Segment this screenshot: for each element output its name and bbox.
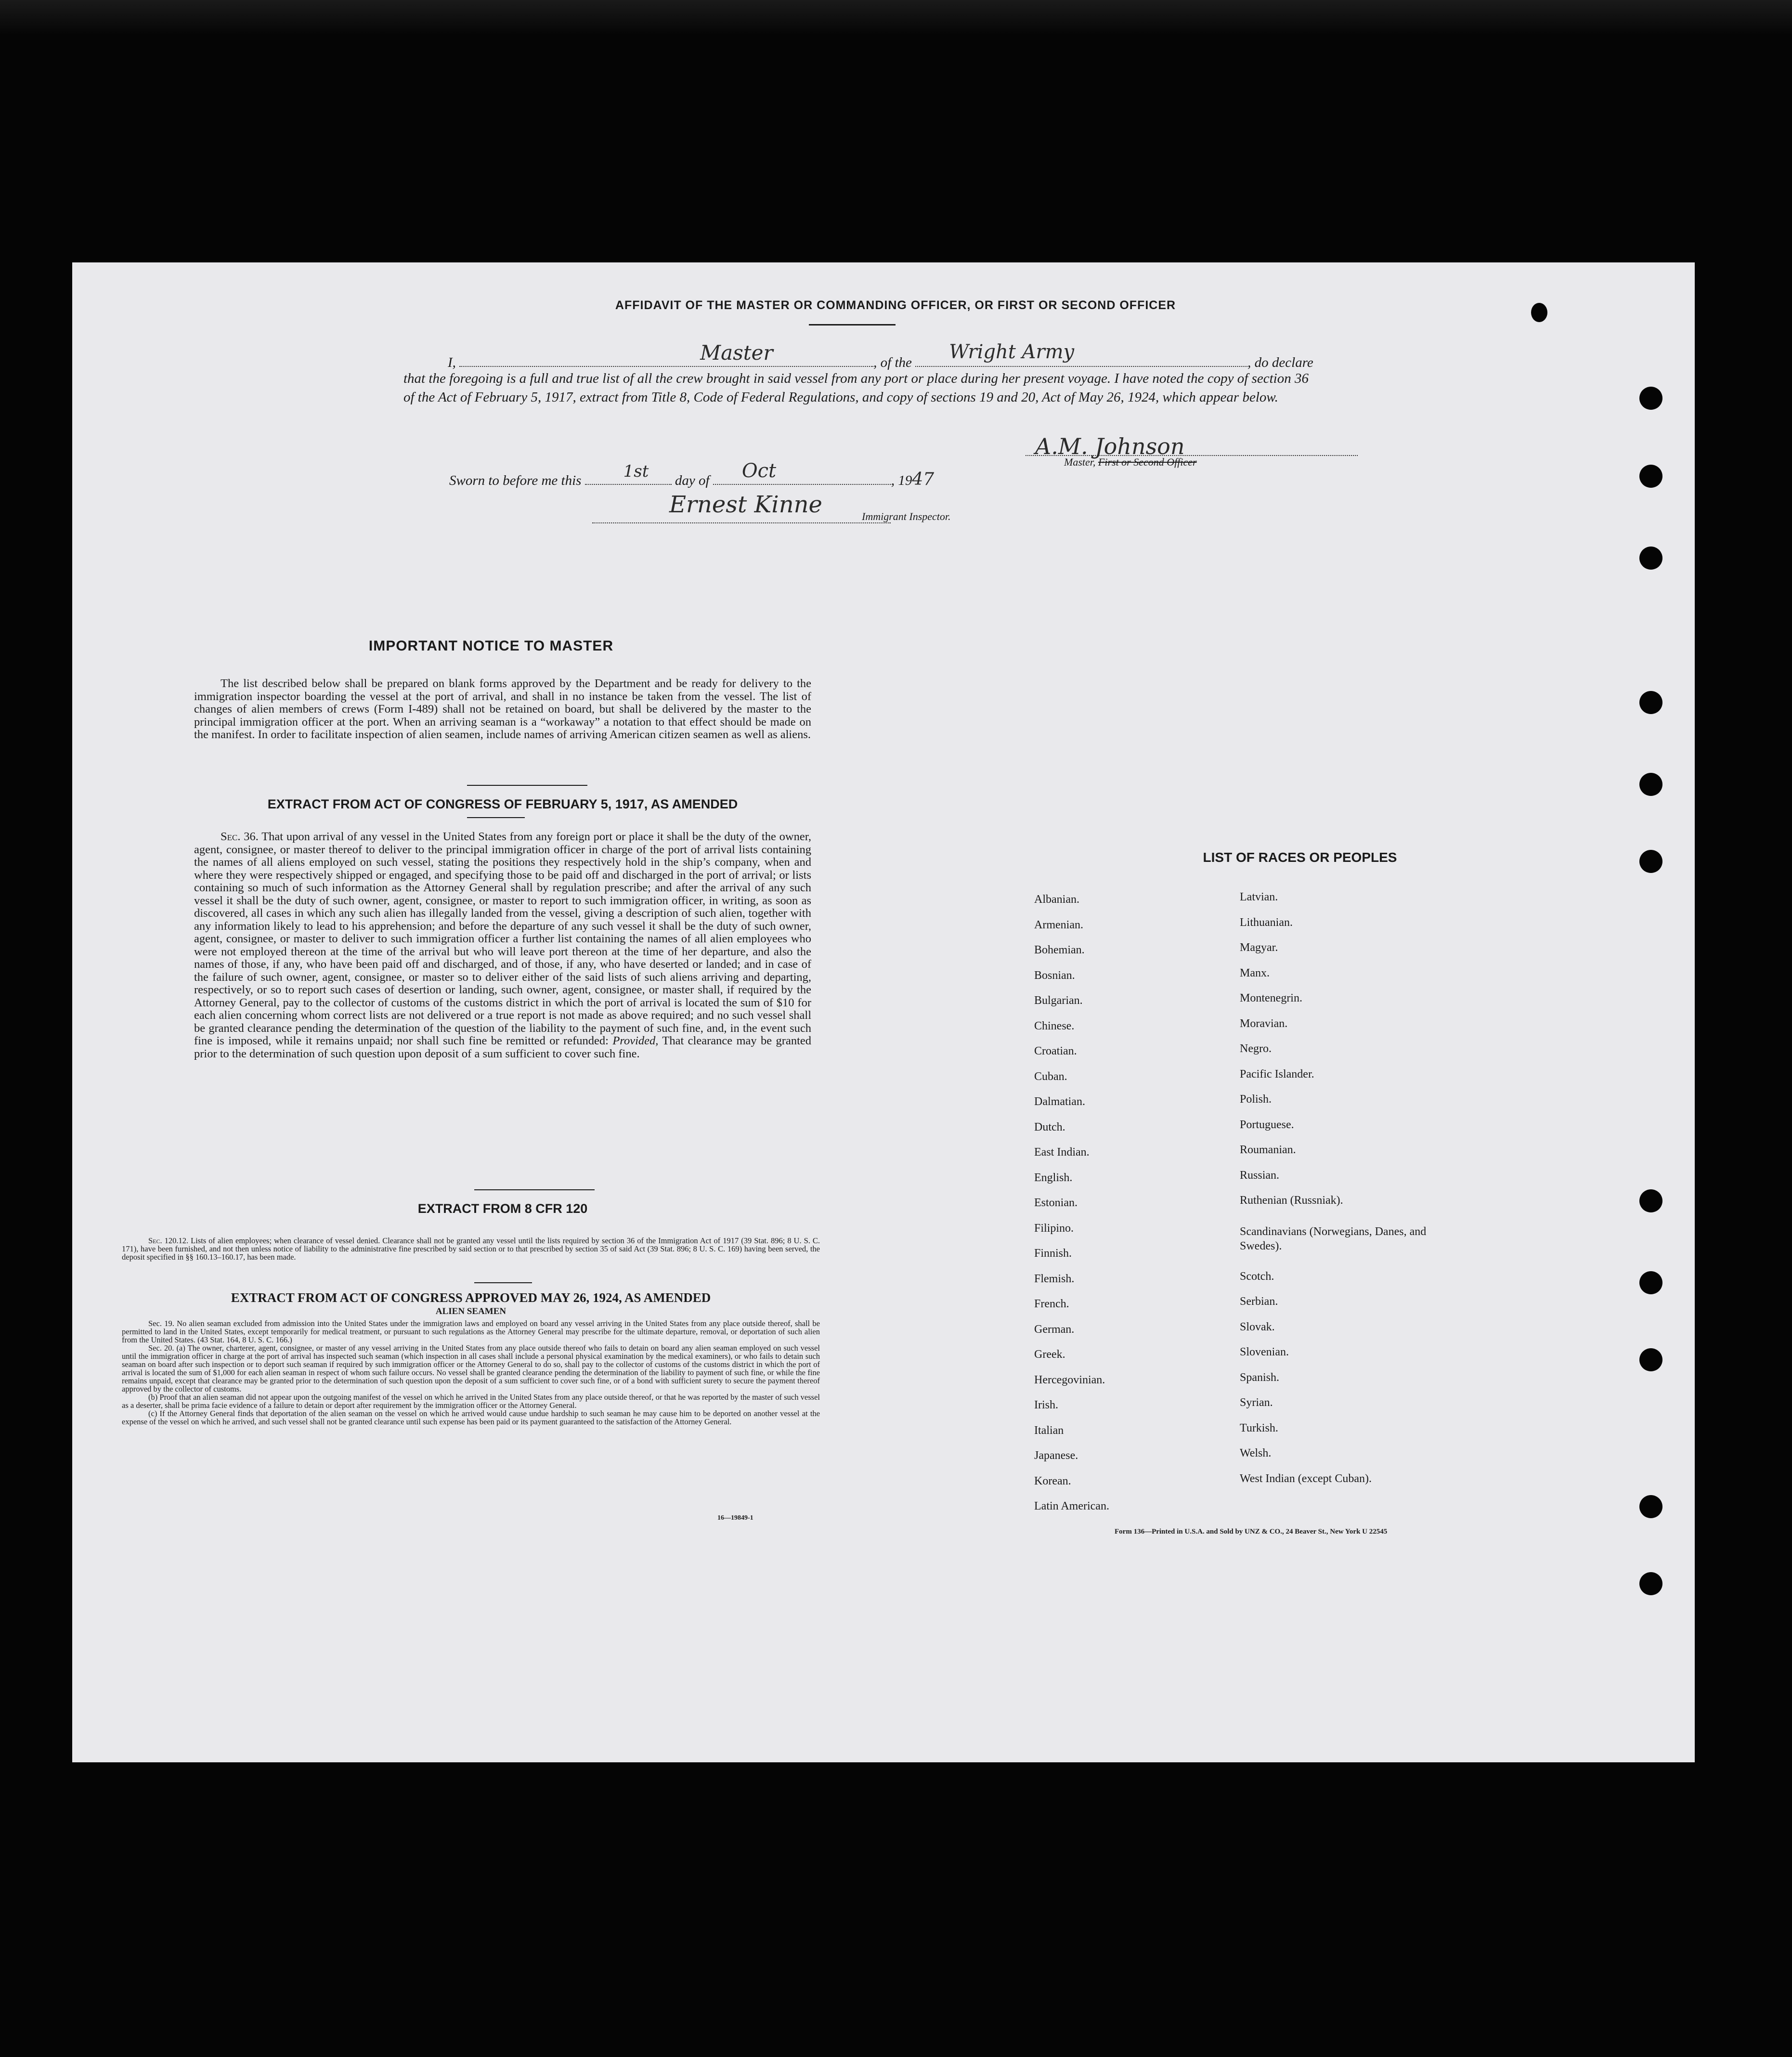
notice-title: IMPORTANT NOTICE TO MASTER: [368, 638, 614, 654]
race-item: Japanese.: [1034, 1449, 1078, 1462]
name-blank: [459, 341, 873, 367]
races-title: LIST OF RACES OR PEOPLES: [1203, 850, 1397, 865]
race-item: Flemish.: [1034, 1272, 1075, 1285]
punch-hole: [1639, 1348, 1662, 1371]
punch-hole: [1639, 465, 1662, 488]
race-item: Bosnian.: [1034, 969, 1075, 982]
sworn-prefix: Sworn to before me this: [449, 473, 582, 488]
declaration-i: I,: [448, 355, 456, 370]
punch-hole: [1639, 773, 1662, 796]
month-blank: [713, 460, 891, 485]
sworn-day-handwritten: 1st: [623, 462, 649, 481]
race-item: Scandinavians (Norwegians, Danes, and Swedes).: [1240, 1225, 1427, 1252]
caption-master: Master,: [1064, 456, 1096, 468]
race-item: Lithuanian.: [1240, 916, 1293, 929]
provided-word: Provided,: [612, 1034, 659, 1047]
race-item: Latin American.: [1034, 1500, 1109, 1512]
declaration-do-declare: , do declare: [1247, 355, 1313, 370]
race-item: French.: [1034, 1298, 1069, 1310]
section-rule: [474, 1189, 595, 1190]
sec-20a-text: Sec. 20. (a) The owner, charterer, agent, consignee, or master of any vessel arriving in the United States from any place outside thereof who fails to detain on board any alien seaman employed on such vessel until the immigration officer in charge at the port of arrival has inspected such seaman (which inspection in all cases shall include a personal physical examination by the medical examiners), or who fails to detain such seaman on board after such inspection or to deport such seaman if required by such immigration officer or the Attorney General to do so, shall pay to the collector of customs of the customs district in which the port of arrival is located the sum of $1,000 for each alien seaman in respect of whom such failure occurs. No vessel shall be granted clearance pending the determination of the liability to payment of such fine, or while the fine remains unpaid, except that clearance may be granted prior to the determination of such question upon the deposit of a sum sufficient to cover such fine, or of a bond with sufficient surety to secure the payment thereof approved by the collector of customs.: [122, 1343, 820, 1393]
form-code: 16—19849-1: [717, 1514, 753, 1522]
notice-text: The list described below shall be prepared on blank forms approved by the Department and be ready for delivery to the immigration inspector boarding the vessel at the port of arrival, and shall in no instance be taken from the vessel. The list of changes of alien members of crews (Form I-489) shall not be retained on board, but shall be delivered by the master to the principal immigration officer at the port. When an arriving seaman is a “workaway” a notation to that effect should be made on the manifest. In order to facilitate inspection of alien seamen, include names of arriving American citizen seamen as well as aliens.: [194, 677, 811, 741]
race-item: Albanian.: [1034, 893, 1079, 906]
extract-1924-subtitle: ALIEN SEAMEN: [435, 1306, 506, 1316]
extract-1917-title: EXTRACT FROM ACT OF CONGRESS OF FEBRUARY 5, 1917, AS AMENDED: [267, 797, 738, 811]
race-item: Estonian.: [1034, 1197, 1078, 1209]
punch-hole: [1639, 1572, 1662, 1595]
section-rule: [467, 785, 587, 786]
race-item: Montenegrin.: [1240, 992, 1302, 1004]
affidavit-declaration-line: [448, 341, 1387, 371]
inspector-signature: Ernest Kinne: [669, 491, 822, 518]
signature-caption: [1064, 456, 1197, 469]
race-item: Polish.: [1240, 1093, 1272, 1106]
sec-36-label: Sec. 36.: [221, 830, 259, 843]
race-item: Cuban.: [1034, 1070, 1067, 1083]
race-item: Bohemian.: [1034, 944, 1085, 956]
section-rule: [474, 1282, 532, 1283]
vessel-handwritten: Wright Army: [949, 341, 1075, 363]
punch-hole: [1531, 303, 1547, 322]
race-item: Slovenian.: [1240, 1346, 1289, 1358]
race-item: Dutch.: [1034, 1120, 1065, 1133]
caption-struck: First or Second Officer: [1098, 456, 1197, 468]
race-item: Syrian.: [1240, 1396, 1273, 1409]
races-right-column: [1240, 891, 1432, 1497]
master-signature: A.M. Johnson: [1035, 433, 1185, 459]
race-item: Moravian.: [1240, 1017, 1288, 1030]
punch-hole: [1639, 387, 1662, 410]
punch-hole: [1639, 547, 1662, 570]
section-rule: [467, 817, 525, 818]
race-item: Finnish.: [1034, 1247, 1072, 1260]
race-item: Croatian.: [1034, 1045, 1077, 1057]
race-item: Slovak.: [1240, 1320, 1275, 1333]
sec-36-body: That upon arrival of any vessel in the United States from any foreign port or place it shall be the duty of the owner, agent, consignee, or master thereof to deliver to the principal immigration officer in charge of the port of arrival lists containing the names of all aliens employed on such vessel, stating the positions they respectively hold in the ship’s company, when and where they were respectively shipped or engaged, and specifying those to be paid off and discharged in the port of arrival; or lists containing so much of such information as the Attorney General shall by regulation prescribe; and after the arrival of any such vessel it shall be the duty of such owner, agent, consignee, or master to report to such immigration officer, in writing, as soon as discovered, all cases in which any such alien has illegally landed from the vessel, giving a description of such alien, together with any information likely to lead to his apprehension; and before the departure of any such vessel it shall be the duty of such owner, agent, consignee, or master to deliver to such immigration officer a further list containing the names of all alien employees who were not employed thereon at the time of the arrival but who will leave port thereon at the time of her departure, and also the names of those, if any, who have been paid off and discharged, and of those, if any, who have deserted or landed; and in case of the failure of such owner, agent, consignee, or master so to deliver either of the said lists of such aliens arriving and departing, respectively, or so to report such cases of desertion or landing, such owner, agent, consignee, or master shall, if required by the Attorney General, pay to the collector of customs of the customs district in which the port of arrival is located the sum of $10 for each alien concerning whom correct lists are not delivered or a true report is not made as above required; and no such vessel shall be granted clearance pending the determination of the question of the liability to the payment of such fine, and, in the event such fine is imposed, while it remains unpaid; nor shall such fine be remitted or refunded:: [194, 830, 811, 1047]
race-item: Korean.: [1034, 1474, 1071, 1487]
sec-20c-text: (c) If the Attorney General finds that deportation of the alien seaman on the vessel on which he arrived would cause undue hardship to such seaman he may cause him to be deported on another vessel at the expense of the vessel on which he arrived, and such vessel shall not be granted clearance until such expense has been paid or its payment guaranteed to the satisfaction of the Attorney General.: [122, 1409, 820, 1426]
race-item: Manx.: [1240, 966, 1270, 979]
race-item: German.: [1034, 1323, 1075, 1336]
sec-19-text: Sec. 19. No alien seaman excluded from admission into the United States under the immigration laws and employed on board any vessel arriving in the United States from any place outside thereof, shall be permitted to land in the United States, except temporarily for medical treatment, or pursuant to such regulations as the Attorney General may prescribe for the ultimate departure, removal, or deportation of such alien from the United States. (43 Stat. 164, 8 U. S. C. 166.): [122, 1319, 820, 1344]
declaration-of-the: , of the: [873, 355, 912, 370]
race-item: English.: [1034, 1171, 1073, 1184]
race-item: Filipino.: [1034, 1222, 1074, 1235]
race-item: Italian: [1034, 1424, 1064, 1437]
race-item: Roumanian.: [1240, 1144, 1296, 1156]
title-rule: [809, 324, 896, 325]
punch-hole: [1639, 691, 1662, 714]
sworn-year-prefix: , 19: [891, 473, 912, 488]
affidavit-title: AFFIDAVIT OF THE MASTER OR COMMANDING OFFICER, OR FIRST OR SECOND OFFICER: [615, 299, 1176, 312]
affidavit-paragraph: that the foregoing is a full and true list of all the crew brought in said vessel from any port or place during her present voyage. I have noted the copy of section 36 of the Act of February 5, 1917, extract from Title 8, Code of Federal Regulations, and copy of sections 19 and 20, Act of May 26, 1924, which appear below.: [403, 371, 1309, 405]
punch-hole: [1639, 1189, 1662, 1212]
extract-cfr-text: [122, 1237, 820, 1261]
rank-handwritten: Master: [700, 341, 773, 365]
scan-top-edge: [0, 0, 1792, 34]
race-item: Armenian.: [1034, 918, 1083, 931]
sworn-line: [449, 460, 935, 489]
sworn-month-handwritten: Oct: [741, 460, 777, 482]
punch-hole: [1639, 1271, 1662, 1294]
race-item: Russian.: [1240, 1169, 1280, 1182]
race-item: Latvian.: [1240, 891, 1278, 903]
race-item: Welsh.: [1240, 1447, 1272, 1459]
punch-hole: [1639, 850, 1662, 873]
race-item: Chinese.: [1034, 1019, 1075, 1032]
sec-120-12-label: Sec. 120.12.: [148, 1236, 189, 1245]
inspector-caption: Immigrant Inspector.: [862, 510, 951, 522]
sec-20b-text: (b) Proof that an alien seaman did not appear upon the outgoing manifest of the vessel on which he arrived in the United States from any place outside thereof, or that he was reported by the master of such vessel as a deserter, shall be prima facie evidence of a failure to detain or deport after requirement by the immigration officer or the Attorney General.: [122, 1393, 820, 1410]
race-item: Greek.: [1034, 1348, 1065, 1361]
manifest-page: [72, 262, 1695, 1762]
race-item: Dalmatian.: [1034, 1095, 1085, 1108]
race-item: Negro.: [1240, 1042, 1272, 1055]
race-item: Portuguese.: [1240, 1118, 1294, 1131]
extract-1917-text: [194, 831, 811, 1060]
race-item: Spanish.: [1240, 1371, 1280, 1384]
vessel-blank: [915, 341, 1247, 367]
race-item: Bulgarian.: [1034, 994, 1083, 1007]
extract-1924-title: EXTRACT FROM ACT OF CONGRESS APPROVED MAY 26, 1924, AS AMENDED: [231, 1290, 711, 1305]
race-item: Turkish.: [1240, 1421, 1278, 1434]
extract-1924-text: [122, 1319, 820, 1426]
race-item: Serbian.: [1240, 1295, 1278, 1308]
race-item: East Indian.: [1034, 1146, 1090, 1159]
sec-36-tail: That clearance may be granted prior to the determination of such question upon deposit of a sum sufficient to cover such fine.: [194, 1034, 812, 1060]
race-item: Magyar.: [1240, 941, 1278, 954]
race-item: Ruthenian (Russniak).: [1240, 1194, 1343, 1207]
sworn-day-of: day of: [675, 473, 710, 488]
race-item: Pacific Islander.: [1240, 1068, 1314, 1081]
race-item: Irish.: [1034, 1399, 1058, 1411]
race-item: Scotch.: [1240, 1270, 1274, 1283]
day-blank: [585, 462, 672, 485]
form-print-note: Form 136—Printed in U.S.A. and Sold by UNZ & CO., 24 Beaver St., New York U 22545: [1115, 1528, 1388, 1536]
sec-120-12-body: Lists of alien employees; when clearance of vessel denied. Clearance shall not be granted any vessel until the lists required by section 36 of the Immigration Act of 1917 (39 Stat. 896; 8 U. S. C. 171), have been furnished, and not then unless notice of liability to the administrative fine prescribed by said section or to that prescribed by section 35 of said Act (39 Stat. 896; 8 U. S. C. 169) having been served, the deposit specified in §§ 160.13–160.17, has been made.: [122, 1236, 820, 1262]
punch-hole: [1639, 1495, 1662, 1518]
sworn-year-handwritten: 47: [912, 469, 935, 489]
races-left-column: [1034, 893, 1109, 1525]
extract-cfr-title: EXTRACT FROM 8 CFR 120: [417, 1201, 588, 1216]
race-item: Hercegovinian.: [1034, 1373, 1105, 1386]
inspector-line: [592, 522, 891, 523]
race-item: West Indian (except Cuban).: [1240, 1472, 1372, 1485]
